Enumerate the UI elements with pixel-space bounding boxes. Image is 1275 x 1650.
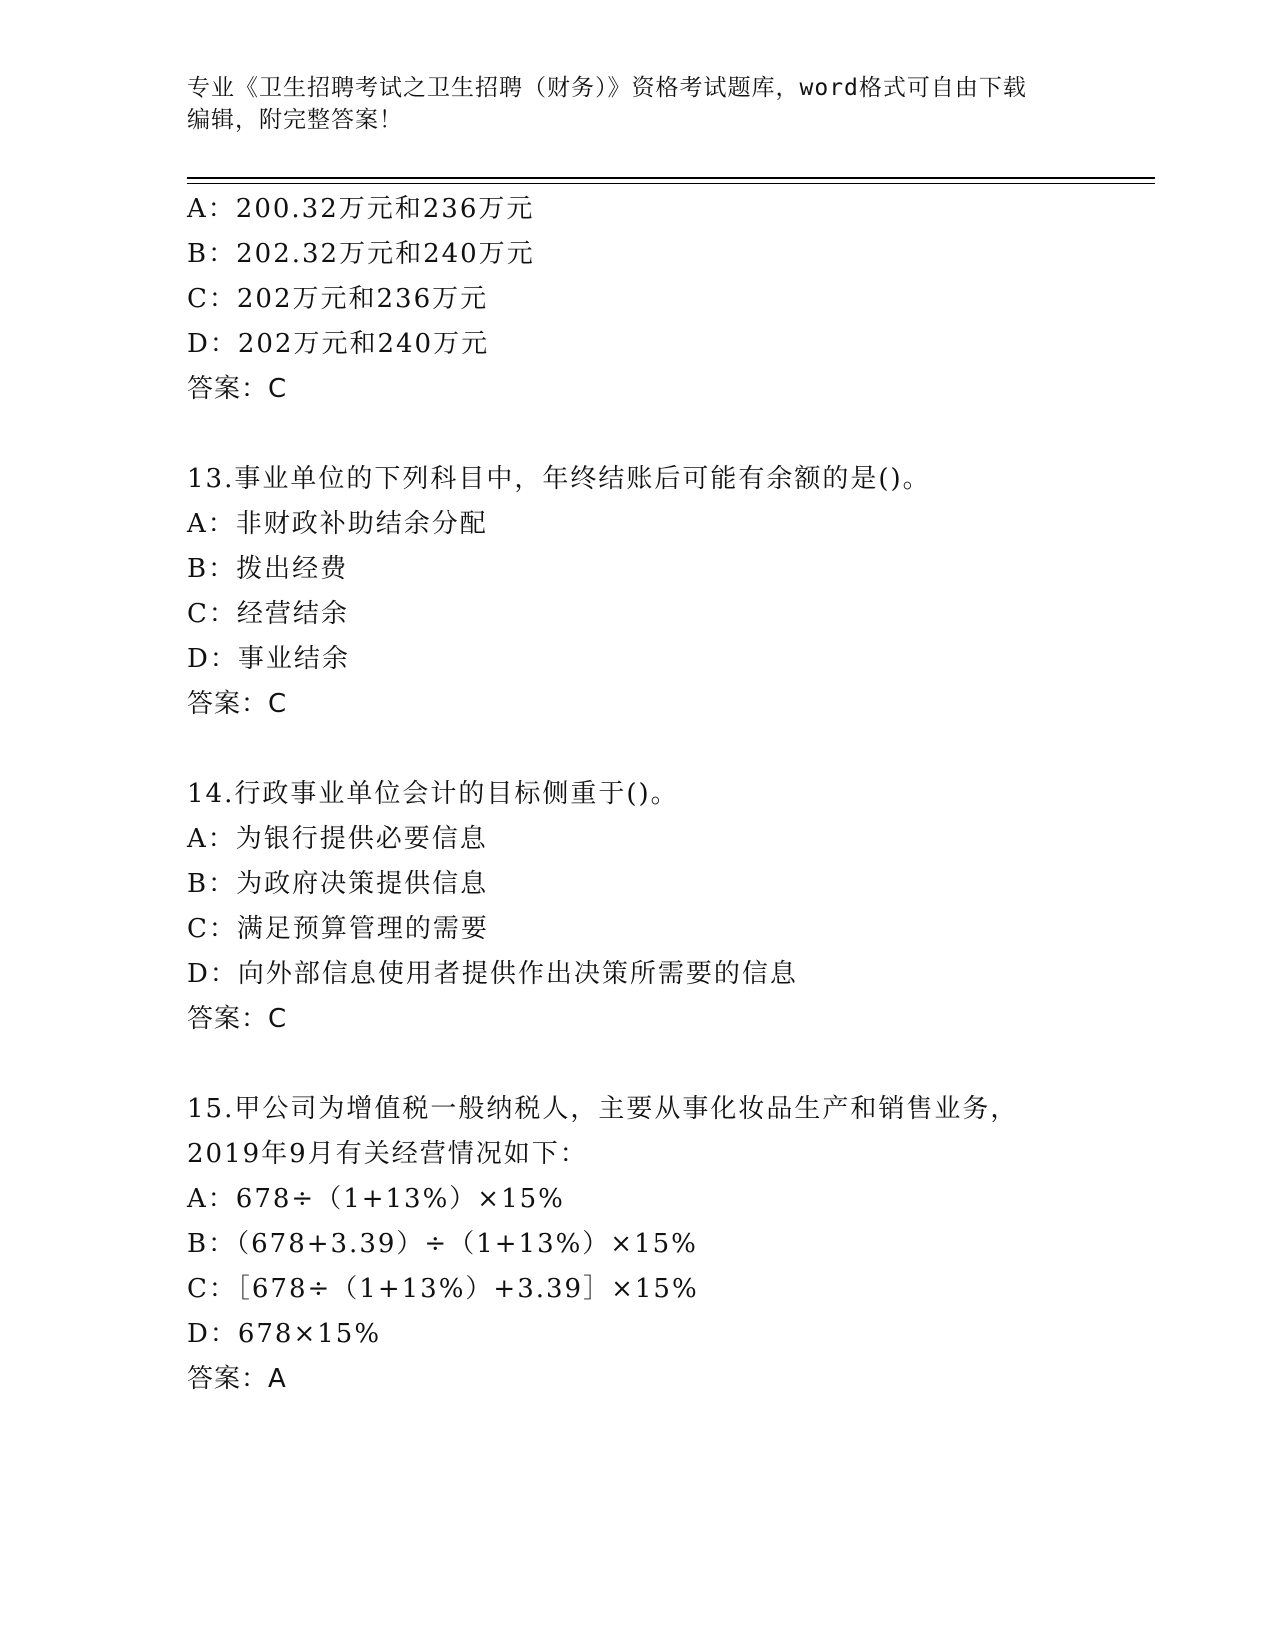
q14-option-a: A：为银行提供必要信息 <box>187 824 488 854</box>
q14-question: 14.行政事业单位会计的目标侧重于()。 <box>187 779 679 809</box>
q13-option-c: C：经营结余 <box>187 599 349 629</box>
q14-option-b: B：为政府决策提供信息 <box>187 869 489 899</box>
q12-option-a: A：200.32万元和236万元 <box>187 194 535 224</box>
q14-answer: 答案：C <box>187 1004 288 1034</box>
q13-option-d: D：事业结余 <box>187 644 350 674</box>
q13-answer: 答案：C <box>187 689 288 719</box>
q14-option-d: D：向外部信息使用者提供作出决策所需要的信息 <box>187 959 798 989</box>
q13-option-b: B：拨出经费 <box>187 554 349 584</box>
q15-option-c: C：［678÷（1+13%）+3.39］×15% <box>187 1274 699 1304</box>
q15-option-a: A：678÷（1+13%）×15% <box>187 1184 565 1214</box>
header-line-2: 编辑，附完整答案！ <box>187 107 403 133</box>
q13-question: 13.事业单位的下列科目中，年终结账后可能有余额的是()。 <box>187 464 931 494</box>
q15-question-line-1: 15.甲公司为增值税一般纳税人，主要从事化妆品生产和销售业务， <box>187 1094 1019 1124</box>
q15-question-line-2: 2019年9月有关经营情况如下： <box>187 1139 588 1169</box>
q12-option-b: B：202.32万元和240万元 <box>187 239 535 269</box>
q12-answer: 答案：C <box>187 374 288 404</box>
q15-option-b: B：（678+3.39）÷（1+13%）×15% <box>187 1229 698 1259</box>
q12-option-c: C：202万元和236万元 <box>187 284 489 314</box>
header-rule-thin <box>187 183 1155 184</box>
header-line-1: 专业《卫生招聘考试之卫生招聘（财务）》资格考试题库，word格式可自由下载 <box>187 75 1027 101</box>
q13-option-a: A：非财政补助结余分配 <box>187 509 488 539</box>
q14-option-c: C：满足预算管理的需要 <box>187 914 489 944</box>
header-rule-thick <box>187 177 1155 179</box>
q15-answer: 答案：A <box>187 1364 287 1394</box>
q12-option-d: D：202万元和240万元 <box>187 329 490 359</box>
q15-option-d: D：678×15% <box>187 1319 382 1349</box>
document-header <box>187 72 1087 136</box>
